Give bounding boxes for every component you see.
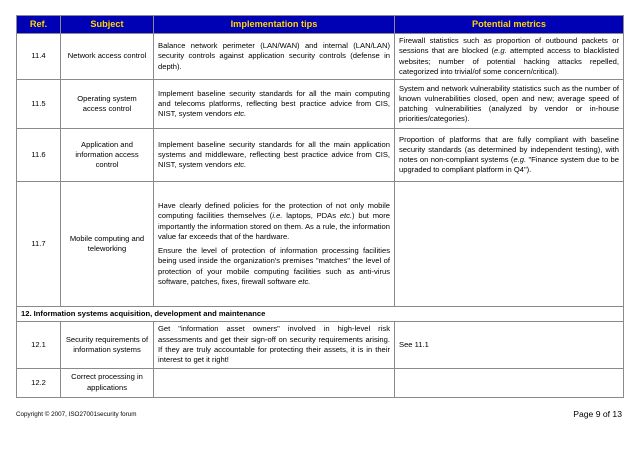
tips-cell bbox=[154, 129, 395, 182]
tips-paragraph: Implement baseline security standards for all the main computing and telecoms platforms, reflecting best practice advice from CIS, NIST, system vendors etc. bbox=[158, 88, 390, 119]
tips-paragraph: Ensure the level of protection of information processing facilities being used inside the organization's premises "matches" the level of protection of your mobile computing facilities such as anti-virus software, patches, fixes, firewall software etc. bbox=[158, 246, 390, 287]
page-number: Page 9 of 13 bbox=[573, 409, 622, 419]
ref-cell: 11.7 bbox=[17, 182, 61, 307]
table-row bbox=[17, 34, 624, 80]
table-row bbox=[17, 182, 624, 307]
tips-cell bbox=[154, 34, 395, 80]
section-title: 12. Information systems acquisition, development and maintenance bbox=[17, 307, 624, 322]
tips-paragraph: Get "information asset owners" involved in high-level risk assessments and get their sign-off on security requirements arising. If they are truly accountable for protecting their assets, it is in their interest to get it right! bbox=[158, 324, 390, 365]
tips-paragraph: Have clearly defined policies for the protection of not only mobile computing facilities themselves (i.e. laptops, PDAs etc.) but more importantly the information stored on them. As a rule, the information value far exceeds that of the hardware. bbox=[158, 201, 390, 241]
tips-cell bbox=[154, 368, 395, 397]
ref-cell: 12.2 bbox=[17, 368, 61, 397]
col-header-metrics: Potential metrics bbox=[395, 16, 624, 34]
tips-paragraph: Implement baseline security standards for all the main application systems and middleware, reflecting best practice advice from CIS, NIST, system vendors etc. bbox=[158, 139, 390, 170]
col-header-ref: Ref. bbox=[17, 16, 61, 34]
table-row bbox=[17, 129, 624, 182]
copyright-footer: Copyright © 2007, ISO27001security forum bbox=[16, 411, 137, 418]
tips-paragraph: Balance network perimeter (LAN/WAN) and internal (LAN/LAN) security controls against application security controls (defense in depth). bbox=[158, 41, 390, 71]
subject-cell: Correct processing in applications bbox=[61, 368, 154, 397]
table-header-row bbox=[17, 16, 624, 34]
subject-cell: Security requirements of information systems bbox=[61, 322, 154, 368]
ref-cell: 11.4 bbox=[17, 34, 61, 80]
ref-cell: 11.6 bbox=[17, 129, 61, 182]
metrics-cell: Firewall statistics such as proportion of outbound packets or sessions that are blocked (e.g. attempted access to blacklisted websites; number of potential hacking attacks repelled, categorized into trivial/of some concern/critical). bbox=[395, 34, 624, 80]
metrics-cell: System and network vulnerability statistics such as the number of known vulnerabilities closed, open and new; average speed of patching vulnerabilities (analyzed by vendor or in-house priorities/categories). bbox=[395, 80, 624, 129]
col-header-subject: Subject bbox=[61, 16, 154, 34]
ref-cell: 11.5 bbox=[17, 80, 61, 129]
metrics-cell bbox=[395, 182, 624, 307]
tips-cell bbox=[154, 182, 395, 307]
subject-cell: Network access control bbox=[61, 34, 154, 80]
tips-cell bbox=[154, 322, 395, 368]
table-row bbox=[17, 80, 624, 129]
ref-cell: 12.1 bbox=[17, 322, 61, 368]
controls-table bbox=[16, 15, 624, 398]
table-row bbox=[17, 368, 624, 397]
subject-cell: Mobile computing and teleworking bbox=[61, 182, 154, 307]
subject-cell: Application and information access control bbox=[61, 129, 154, 182]
subject-cell: Operating system access control bbox=[61, 80, 154, 129]
table-row bbox=[17, 322, 624, 368]
metrics-cell: See 11.1 bbox=[395, 322, 624, 368]
tips-cell bbox=[154, 80, 395, 129]
metrics-cell bbox=[395, 368, 624, 397]
metrics-cell: Proportion of platforms that are fully compliant with baseline security standards (as determined by independent testing), with notes on non-compliant systems (e.g. "Finance system due to be upgraded to compliant platform in Q4"). bbox=[395, 129, 624, 182]
col-header-tips: Implementation tips bbox=[154, 16, 395, 34]
section-row bbox=[17, 307, 624, 322]
